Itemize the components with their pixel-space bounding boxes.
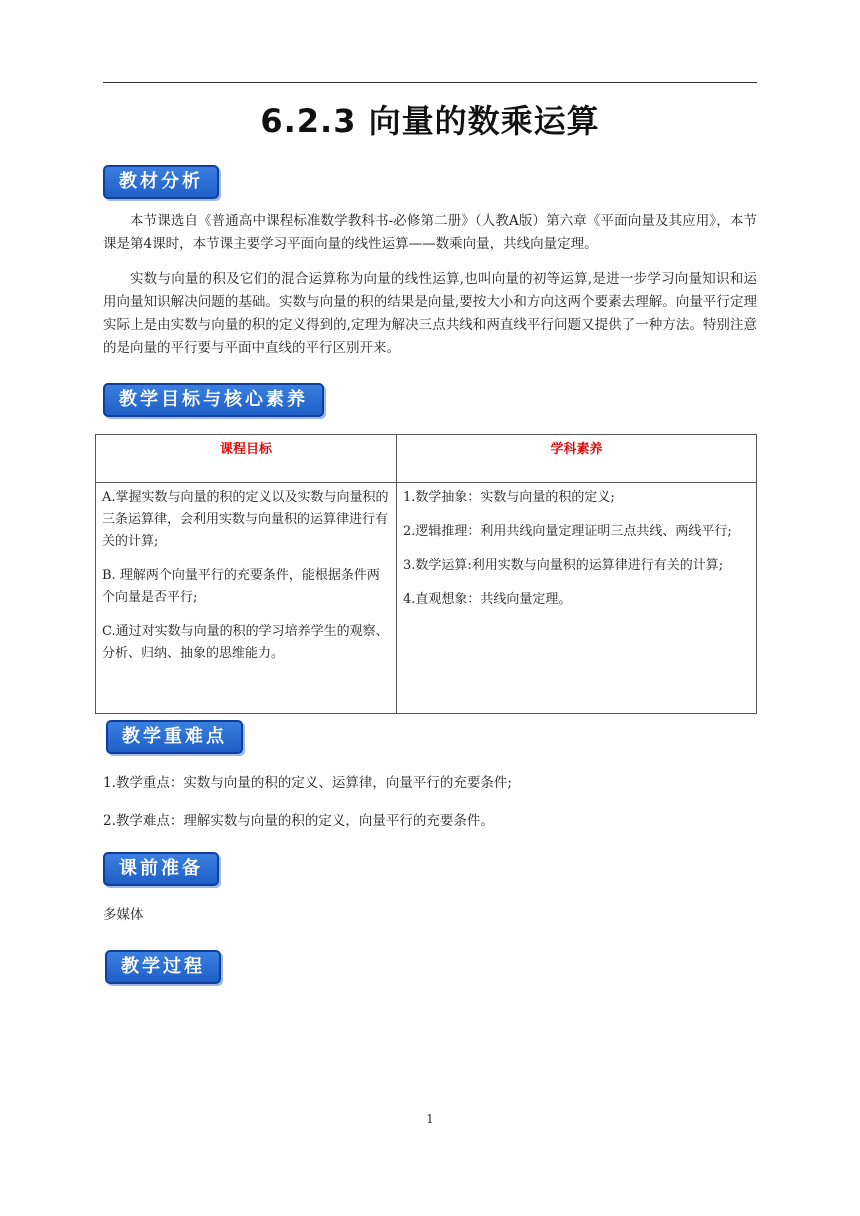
goals-header-literacy: 学科素养 [397,435,757,483]
goals-table [95,434,757,714]
section-badge-key-points: 教学重难点 [106,720,243,754]
key-point-difficulty: 2.教学难点：理解实数与向量的积的定义，向量平行的充要条件。 [103,813,494,829]
course-goal-b: B. 理解两个向量平行的充要条件，能根据条件两个向量是否平行; [102,568,380,605]
literacy-item-1: 1.数学抽象：实数与向量的积的定义; [403,490,615,505]
preparation-text: 多媒体 [103,907,144,923]
section-badge-preparation: 课前准备 [103,852,219,886]
section-badge-goals: 教学目标与核心素养 [103,383,324,417]
literacy-item-4: 4.直观想象：共线向量定理。 [403,592,572,607]
page-number: 1 [426,1112,434,1126]
goals-table-header-row [96,435,757,483]
course-goal-a: A.掌握实数与向量的积的定义以及实数与向量积的三条运算律，会利用实数与向量积的运算律进行有关的计算; [102,490,389,549]
literacy-item-2: 2.逻辑推理：利用共线向量定理证明三点共线、两线平行; [403,524,732,539]
goals-table-body-row [96,483,757,714]
section-badge-analysis: 教材分析 [103,165,219,199]
goals-course-cell [96,483,397,714]
course-goal-c: C.通过对实数与向量的积的学习培养学生的观察、分析、归纳、抽象的思维能力。 [102,624,389,661]
literacy-item-3: 3.数学运算:利用实数与向量积的运算律进行有关的计算; [403,558,724,573]
goals-header-course: 课程目标 [96,435,397,483]
analysis-paragraph-1: 本节课选自《普通高中课程标准数学教科书-必修第二册》（人教A版）第六章《平面向量及其应用》，本节课是第4课时，本节课主要学习平面向量的线性运算——数乘向量，共线向量定理。 [103,213,757,252]
key-point-focus: 1.教学重点：实数与向量的积的定义、运算律，向量平行的充要条件; [103,775,512,791]
header-rule [103,82,757,83]
section-badge-process: 教学过程 [105,950,221,984]
goals-literacy-cell [397,483,757,714]
page-title: 6.2.3 向量的数乘运算 [260,102,600,140]
analysis-paragraph-2: 实数与向量的积及它们的混合运算称为向量的线性运算,也叫向量的初等运算,是进一步学习向量知识和运用向量知识解决问题的基础。实数与向量的积的结果是向量,要按大小和方向这两个要素去理解。向量平行定理实际上是由实数与向量的积的定义得到的,定理为解决三点共线和两直线平行问题又提供了一种方法。特别注意的是向量的平行要与平面中直线的平行区别开来。 [103,271,757,356]
